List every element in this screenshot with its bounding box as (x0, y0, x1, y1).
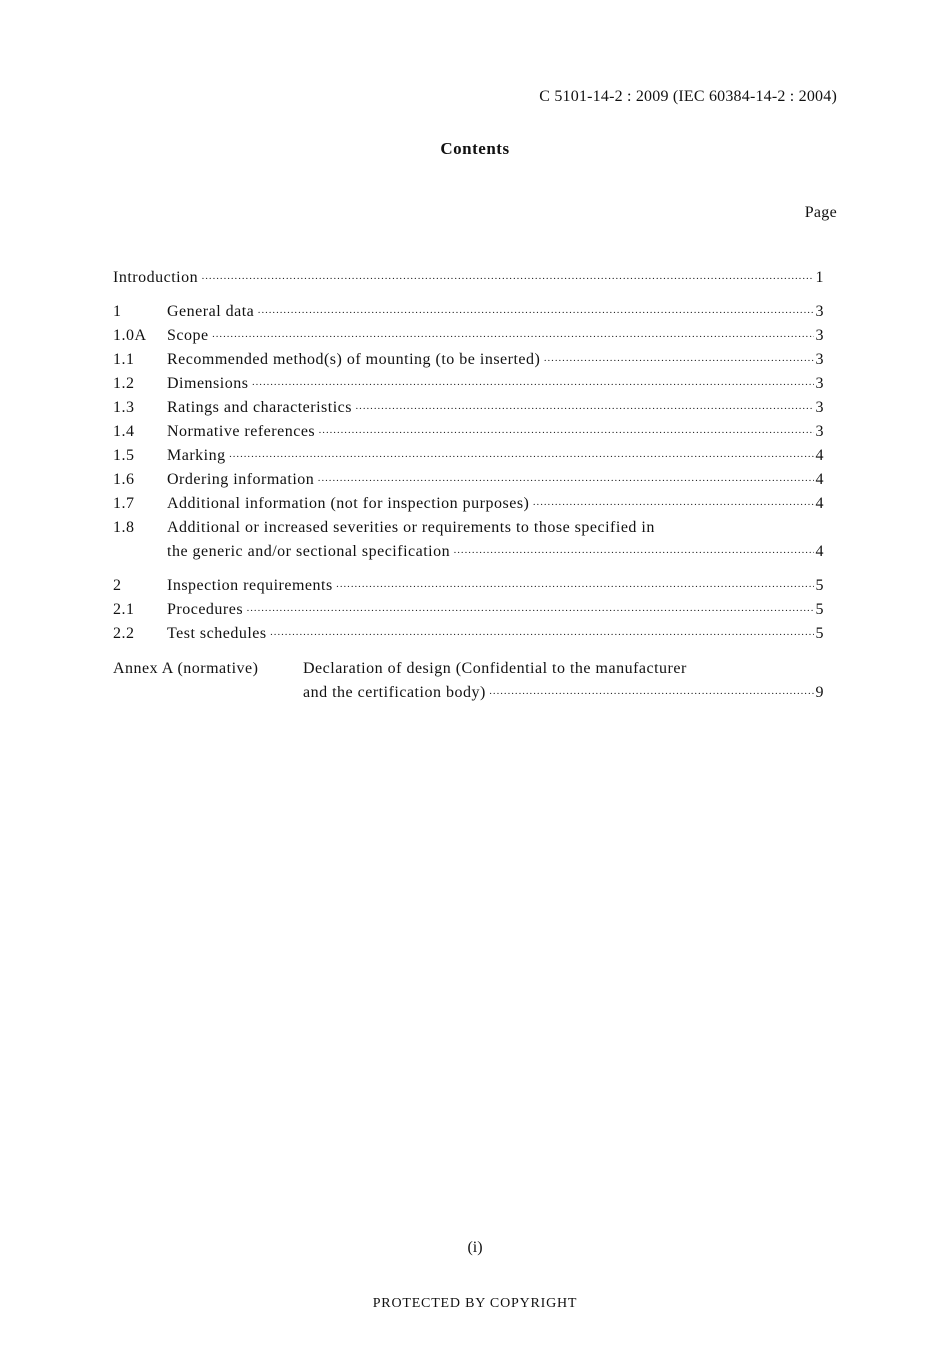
dot-leader (201, 267, 813, 291)
toc-entry-scope[interactable] (113, 324, 824, 348)
toc-entry-inspection-requirements[interactable] (113, 574, 824, 598)
dot-leader (318, 421, 813, 445)
toc-entry-title: Normative references (167, 423, 316, 440)
copyright-notice: PROTECTED BY COPYRIGHT (372, 1296, 578, 1311)
toc-entry-number: 1.8 (113, 519, 135, 536)
toc-entry-title: Additional or increased severities or requirements to those specified in (167, 519, 655, 536)
document-identifier: C 5101-14-2 : 2009 (IEC 60384-14-2 : 2004) (539, 88, 837, 105)
toc-entry-number: 2 (113, 577, 122, 594)
dot-leader (453, 541, 813, 565)
dot-leader (317, 469, 813, 493)
toc-entry-mounting[interactable] (113, 348, 824, 372)
toc-entry-page: 3 (815, 375, 824, 392)
toc-entry-number: 1.0A (113, 327, 147, 344)
toc-entry-title: Scope (167, 327, 209, 344)
toc-entry-page: 3 (815, 423, 824, 440)
toc-entry-title: Additional information (not for inspection purposes) (167, 495, 530, 512)
toc-entry-number: 1.2 (113, 375, 135, 392)
toc-entry-number: 1 (113, 303, 122, 320)
toc-entry-page: 4 (815, 447, 824, 464)
toc-entry-additional-information[interactable] (113, 492, 824, 516)
toc-entry-general-data[interactable] (113, 300, 824, 324)
dot-leader (257, 301, 813, 325)
dot-leader (270, 623, 814, 647)
toc-entry-marking[interactable] (113, 444, 824, 468)
toc-entry-title: Recommended method(s) of mounting (to be inserted) (167, 351, 541, 368)
toc-entry-number: 1.1 (113, 351, 135, 368)
dot-leader (212, 325, 814, 349)
toc-entry-ratings[interactable] (113, 396, 824, 420)
toc-entry-title: Introduction (113, 269, 199, 286)
toc-entry-title: Inspection requirements (167, 577, 333, 594)
dot-leader (355, 397, 814, 421)
page-title: Contents (440, 139, 510, 158)
toc-entry-page: 5 (815, 601, 824, 618)
toc-entry-introduction[interactable] (113, 266, 824, 290)
toc-entry-number: 1.7 (113, 495, 135, 512)
toc-entry-page: 9 (815, 684, 824, 701)
toc-entry-page: 4 (815, 495, 824, 512)
dot-leader (543, 349, 813, 373)
toc-entry-title: Dimensions (167, 375, 249, 392)
dot-leader (489, 682, 814, 706)
toc-entry-title: Procedures (167, 601, 244, 618)
toc-entry-title: Ratings and characteristics (167, 399, 352, 416)
toc-entry-normative-references[interactable] (113, 420, 824, 444)
toc-entry-title-continued: and the certification body) (303, 684, 486, 701)
toc-entry-page: 4 (815, 543, 824, 560)
toc-entry-number: 1.6 (113, 471, 135, 488)
table-of-contents (113, 266, 824, 705)
toc-entry-number: Annex A (normative) (113, 660, 259, 677)
toc-entry-ordering-information[interactable] (113, 468, 824, 492)
toc-entry-page: 3 (815, 351, 824, 368)
toc-entry-number: 2.2 (113, 625, 135, 642)
toc-entry-title: Ordering information (167, 471, 315, 488)
toc-entry-title: General data (167, 303, 255, 320)
toc-entry-title: Marking (167, 447, 226, 464)
dot-leader (251, 373, 813, 397)
page-number: (i) (467, 1239, 483, 1256)
toc-entry-page: 1 (815, 269, 824, 286)
dot-leader (532, 493, 813, 517)
toc-entry-title: Test schedules (167, 625, 267, 642)
dot-leader (246, 599, 813, 623)
toc-entry-page: 5 (815, 625, 824, 642)
toc-entry-page: 3 (815, 327, 824, 344)
toc-entry-title-continued: the generic and/or sectional specification (167, 543, 451, 560)
dot-leader (229, 445, 814, 469)
toc-entry-page: 3 (815, 399, 824, 416)
toc-entry-dimensions[interactable] (113, 372, 824, 396)
toc-entry-additional-severities[interactable] (113, 516, 824, 564)
toc-entry-number: 1.4 (113, 423, 135, 440)
toc-entry-number: 2.1 (113, 601, 135, 618)
toc-entry-number: 1.5 (113, 447, 135, 464)
toc-entry-procedures[interactable] (113, 598, 824, 622)
toc-entry-page: 5 (815, 577, 824, 594)
toc-entry-test-schedules[interactable] (113, 622, 824, 646)
toc-entry-page: 3 (815, 303, 824, 320)
toc-entry-title: Declaration of design (Confidential to the manufacturer (303, 660, 687, 677)
toc-entry-number: 1.3 (113, 399, 135, 416)
toc-entry-annex-a[interactable] (113, 657, 824, 705)
page-column-heading: Page (804, 204, 837, 221)
dot-leader (336, 575, 814, 599)
toc-entry-page: 4 (815, 471, 824, 488)
